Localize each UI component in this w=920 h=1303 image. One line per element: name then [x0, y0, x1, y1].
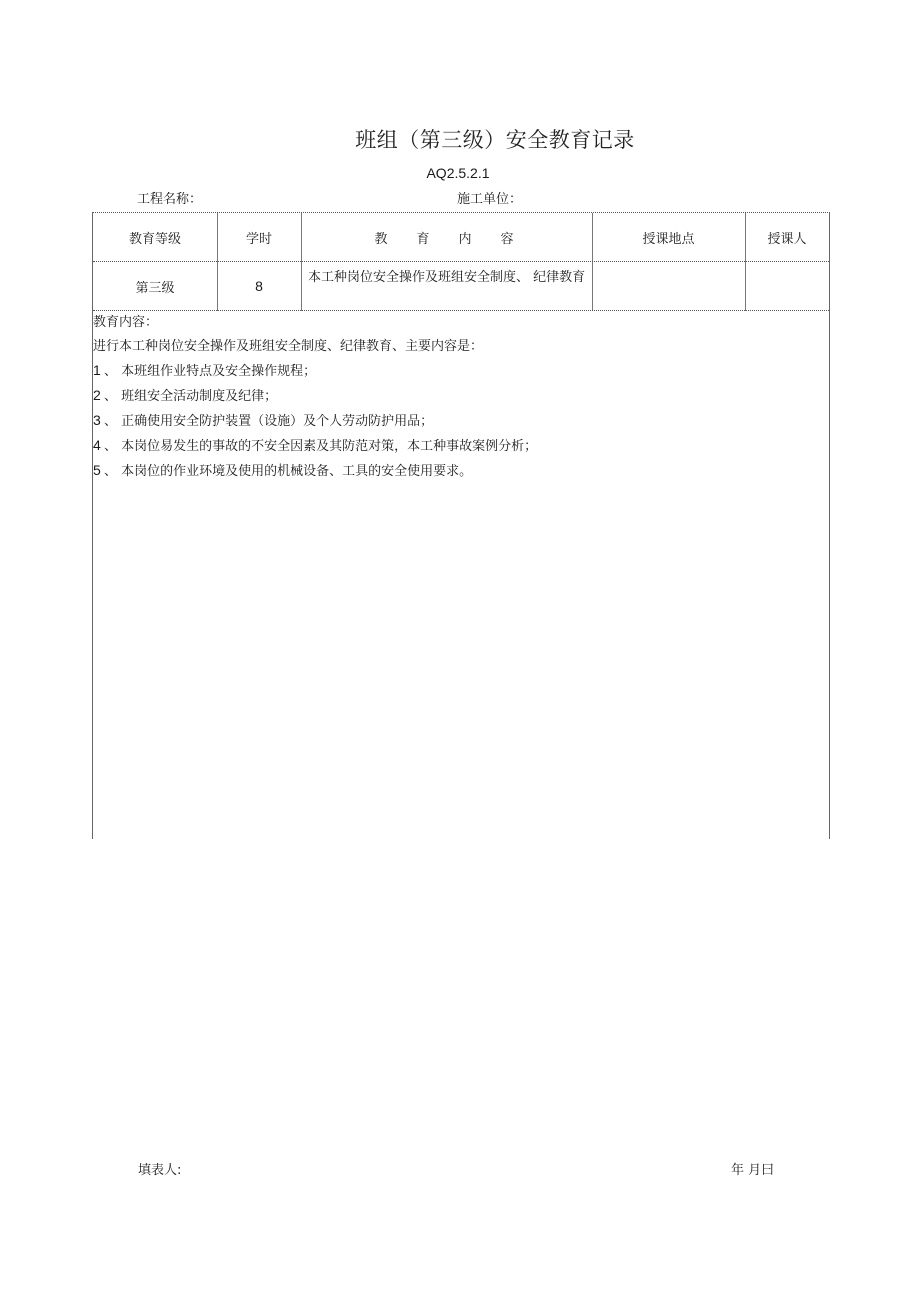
- document-code-text: AQ2.5.2.1: [426, 165, 490, 181]
- education-table: [92, 212, 830, 311]
- list-item-text: 、 本班组作业特点及安全操作规程；: [104, 364, 317, 379]
- filler-label: 填表人:: [138, 1163, 182, 1178]
- cell-education-level: 第三级: [135, 280, 175, 296]
- list-item: [93, 460, 472, 479]
- content-intro: 进行本工种岗位安全操作及班组安全制度、纪律教育、主要内容是：: [93, 339, 484, 354]
- list-item: [93, 435, 537, 454]
- header-location: 授课地点: [642, 231, 695, 247]
- header-teacher: 授课人: [767, 231, 807, 247]
- document-code: [0, 165, 918, 181]
- construction-unit-label: 施工单位：: [457, 192, 523, 207]
- list-item-text: 、 班组安全活动制度及纪律；: [104, 389, 278, 404]
- cell-teacher: [745, 262, 829, 310]
- date-label: 年 月曰: [731, 1163, 775, 1178]
- cell-location: [592, 262, 745, 310]
- list-item-text: 、 本岗位易发生的事故的不安全因素及其防范对策，本工种事故案例分析；: [104, 439, 538, 454]
- table-header-row: [93, 213, 829, 262]
- list-item-number: 4: [93, 437, 101, 453]
- list-item: [93, 360, 316, 379]
- list-item-number: 5: [93, 462, 101, 478]
- list-item: [93, 410, 433, 429]
- list-item-text: 、 正确使用安全防护装置（设施）及个人劳动防护用品；: [104, 414, 434, 429]
- education-content-box: [92, 311, 830, 839]
- list-item-number: 2: [93, 387, 101, 403]
- project-name-label: 工程名称：: [137, 192, 203, 207]
- cell-education-content: 本工种岗位安全操作及班组安全制度、 纪律教育: [308, 270, 586, 285]
- document-title: 班组（第三级）安全教育记录: [355, 128, 635, 152]
- cell-hours: 8: [255, 278, 263, 294]
- header-education-level: 教育等级: [128, 231, 181, 247]
- list-item-text: 、 本岗位的作业环境及使用的机械设备、工具的安全使用要求。: [104, 464, 473, 479]
- table-row: [93, 262, 829, 311]
- list-item-number: 1: [93, 362, 101, 378]
- header-hours: 学时: [245, 231, 272, 247]
- content-heading: 教育内容：: [93, 315, 159, 330]
- list-item-number: 3: [93, 412, 101, 428]
- list-item: [93, 385, 277, 404]
- header-education-content: 教育内容: [374, 231, 543, 247]
